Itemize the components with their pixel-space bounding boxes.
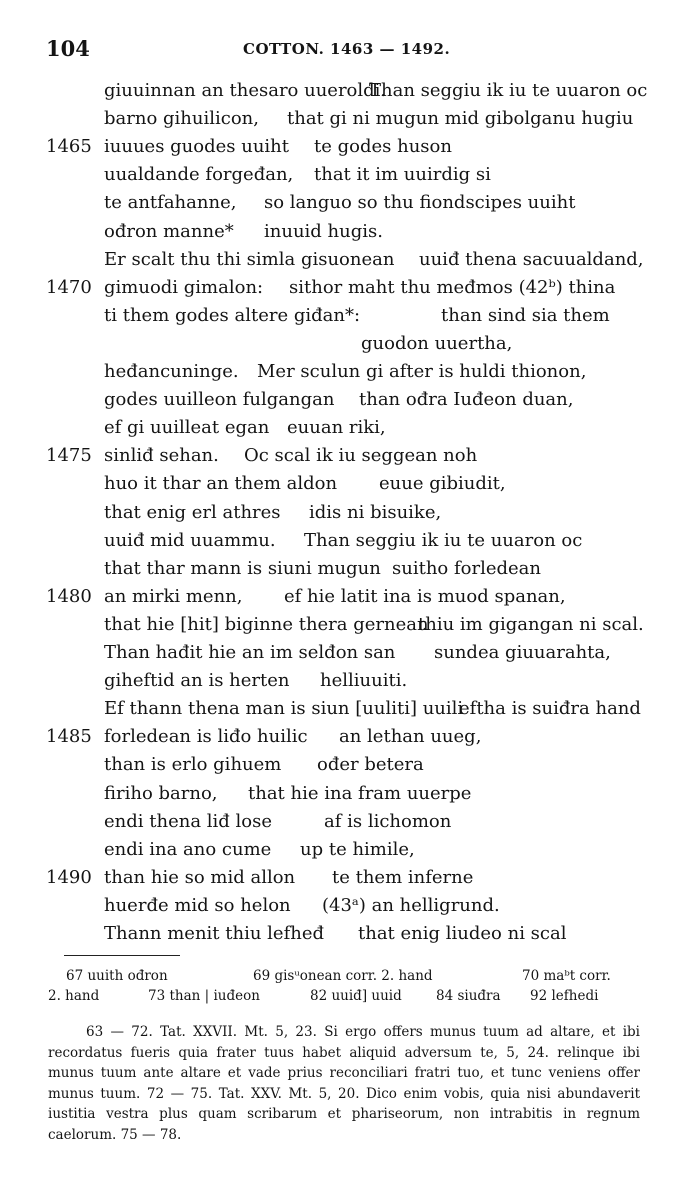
- verse-second-half: ef hie latit ina is muod spanan,: [284, 585, 566, 607]
- verse-second-half: Than seggiu ik iu te uuaron oc: [304, 529, 583, 551]
- verse-second-half: guodon uuertha,: [361, 332, 513, 354]
- verse-first-half: barno gihuilicon,: [104, 108, 259, 130]
- verse-second-half: te them inferne: [332, 866, 474, 888]
- verse-line: [0, 923, 687, 951]
- verse-first-half: heđancuninge.: [104, 361, 239, 382]
- verse-line: [0, 895, 687, 923]
- verse-first-half: Thann menit thiu lefheđ: [104, 923, 324, 944]
- verse-first-half: huerđe mid so helon: [104, 894, 291, 916]
- verse-first-half: an mirki menn,: [104, 585, 243, 607]
- note: 92 lefhedi: [530, 988, 599, 1004]
- verse-second-half: that hie ina fram uuerpe: [248, 782, 472, 804]
- verse-line: [0, 80, 687, 108]
- verse-second-half: suitho forledean: [392, 557, 541, 579]
- verse-second-half: ođer betera: [317, 754, 424, 776]
- verse-line: [0, 502, 687, 530]
- verse-second-half: euue gibiudit,: [379, 473, 506, 495]
- verse-first-half: iuuues guodes uuiht: [104, 136, 290, 158]
- verse-first-half: sinliđ sehan.: [104, 445, 219, 467]
- line-number: 1490: [46, 866, 92, 888]
- notes-row: [48, 986, 640, 1006]
- verse-line: [0, 136, 687, 164]
- verse-first-half: godes uuilleon fulgangan: [104, 389, 335, 411]
- verse-line: [0, 586, 687, 614]
- verse-line: [0, 558, 687, 586]
- verse-second-half: helliuuiti.: [320, 670, 408, 692]
- verse-line: [0, 839, 687, 867]
- verse-second-half: that gi ni mugun mid gibolganu hugiu: [287, 108, 634, 130]
- verse-first-half: ef gi uuilleat egan: [104, 417, 270, 439]
- verse-line: [0, 164, 687, 192]
- verse-first-half: that hie [hit] biginne thera gernean: [104, 613, 429, 635]
- note: 69 gisᵘonean corr. 2. hand: [253, 968, 433, 984]
- commentary-text: 63 — 72. Tat. XXVII. Mt. 5, 23. Si ergo offers munus tuum ad altare, et ibi recordatus fueris quia frater tuus habet aliquid adversum te, 5, 24. relinque ibi munus tuum ante altare et vade prius reconciliari fratri tuo, et tunc veniens offer munus tuum. 72 — 75. Tat. XXV. Mt. 5, 20. Dico enim vobis, quia nisi abundaverit iustitia vestra plus quam scribarum et phariseorum, non intrabitis in regnum caelorum. 75 — 78.: [48, 1024, 640, 1143]
- verse-second-half: uuiđ thena sacuualdand,: [419, 248, 644, 270]
- verse-first-half: than is erlo gihuem: [104, 754, 282, 776]
- verse-line: [0, 108, 687, 136]
- line-number: 1485: [46, 726, 92, 748]
- line-number: 1475: [46, 445, 92, 467]
- verse-first-half: endi thena liđ lose: [104, 810, 273, 832]
- footnote-rule: [64, 955, 180, 956]
- verse-second-half: than ođra Iuđeon duan,: [359, 389, 574, 411]
- verse-line: [0, 726, 687, 754]
- verse-first-half: ti them godes altere giđan*:: [104, 304, 361, 326]
- verse-first-half: ođron manne*: [104, 220, 234, 242]
- verse-first-half: gimuodi gimalon:: [104, 276, 264, 298]
- verse-first-half: forledean is liđo huilic: [104, 726, 308, 748]
- verse-first-half: Than hađit hie an im selđon san: [104, 642, 396, 663]
- verse-line: [0, 192, 687, 220]
- verse-second-half: than sind sia them: [441, 304, 610, 326]
- verse-first-half: Ef thann thena man is siun [uuliti] uuili: [104, 698, 464, 720]
- verse-second-half: Than seggiu ik iu te uuaron oc: [369, 80, 648, 101]
- verse-first-half: that thar mann is siuni mugun: [104, 557, 381, 579]
- running-title: COTTON. 1463 — 1492.: [243, 40, 451, 58]
- verse-line: [0, 333, 687, 361]
- line-number: 1480: [46, 585, 92, 607]
- verse-line: [0, 277, 687, 305]
- note: 2. hand: [48, 988, 100, 1004]
- page-number: 104: [46, 36, 90, 61]
- note: 70 maᵇt corr.: [522, 968, 611, 984]
- verse-second-half: thiu im gigangan ni scal.: [418, 613, 644, 635]
- verse-first-half: that enig erl athres: [104, 501, 281, 523]
- note: 73 than | iuđeon: [148, 988, 260, 1004]
- verse-line: [0, 642, 687, 670]
- verse-first-half: than hie so mid allon: [104, 866, 296, 888]
- verse-line: [0, 811, 687, 839]
- line-number: 1470: [46, 276, 92, 298]
- note: 67 uuith ođron: [66, 968, 168, 984]
- verse-line: [0, 389, 687, 417]
- verse-second-half: up te himile,: [300, 838, 415, 860]
- verse-first-half: giuuinnan an thesaro uueroldi.: [104, 80, 387, 101]
- note: 82 uuiđ] uuid: [310, 988, 402, 1004]
- verse-second-half: that enig liudeo ni scal: [358, 923, 567, 944]
- verse-second-half: that it im uuirdig si: [314, 164, 491, 186]
- verse-first-half: endi ina ano cume: [104, 838, 272, 860]
- verse-line: [0, 221, 687, 249]
- verse-second-half: eftha is suiđra hand: [459, 698, 641, 720]
- verse-first-half: uuiđ mid uuammu.: [104, 529, 276, 551]
- verse-line: [0, 473, 687, 501]
- verse-second-half: te godes huson: [314, 136, 452, 158]
- verse-line: [0, 361, 687, 389]
- verse-first-half: firiho barno,: [104, 782, 218, 804]
- verse-first-half: giheftid an is herten: [104, 670, 290, 692]
- verse-first-half: uualdande forgeđan,: [104, 164, 294, 186]
- verse-second-half: sithor maht thu međmos (42ᵇ) thina: [289, 276, 616, 298]
- verse-second-half: Oc scal ik iu seggean noh: [244, 445, 478, 467]
- verse-second-half: euuan riki,: [287, 417, 386, 439]
- notes-row: [48, 966, 640, 986]
- verse-second-half: idis ni bisuike,: [309, 501, 442, 523]
- verse-second-half: (43ᵃ) an helligrund.: [322, 894, 500, 916]
- page-header: [0, 36, 687, 66]
- verse-line: [0, 614, 687, 642]
- verse-second-half: so languo so thu fiondscipes uuiht: [264, 192, 576, 214]
- verse-line: [0, 249, 687, 277]
- verse-second-half: an lethan uueg,: [339, 726, 482, 748]
- verse-second-half: inuuid hugis.: [264, 220, 383, 242]
- verse-line: [0, 445, 687, 473]
- verse-second-half: sundea giuuarahta,: [434, 642, 611, 663]
- textual-notes: [48, 966, 640, 1006]
- verse-line: [0, 754, 687, 782]
- verse-line: [0, 417, 687, 445]
- verse-line: [0, 530, 687, 558]
- verse-line: [0, 867, 687, 895]
- verse-line: [0, 698, 687, 726]
- line-number: 1465: [46, 136, 92, 158]
- verse-first-half: Er scalt thu thi simla gisuonean: [104, 248, 395, 270]
- verse-line: [0, 783, 687, 811]
- verse-second-half: Mer sculun gi after is huldi thionon,: [257, 361, 587, 382]
- verse-line: [0, 305, 687, 333]
- verse-first-half: te antfahanne,: [104, 192, 237, 214]
- verse-line: [0, 670, 687, 698]
- verse-second-half: af is lichomon: [324, 810, 452, 832]
- note: 84 siuđra: [436, 988, 501, 1004]
- verse-first-half: huo it thar an them aldon: [104, 473, 338, 495]
- commentary: [48, 1022, 640, 1145]
